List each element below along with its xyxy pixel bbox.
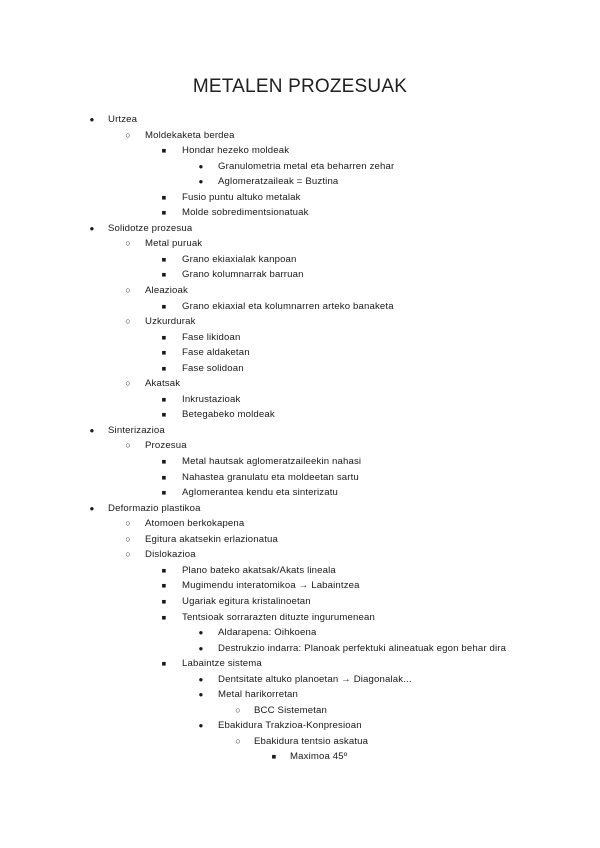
list-item [0,438,600,454]
square-bullet-icon: ■ [161,472,167,482]
list-item [0,143,600,159]
list-item-text: Fusio puntu altuko metalak [182,191,301,203]
list-item [0,330,600,346]
list-item-text: Metal puruak [145,238,203,250]
list-item-text: Dentsitate altuko planoetan → Diagonalak... [218,673,412,685]
circle-bullet-icon: ○ [125,440,131,451]
list-item-text: Metal hautsak aglomeratzaileekin nahasi [182,456,362,468]
list-item [0,516,600,532]
disc-bullet-icon: ● [89,425,95,435]
square-bullet-icon: ■ [161,581,167,591]
list-item [0,547,600,563]
list-item-text: Plano bateko akatsak/Akats lineala [182,564,336,576]
square-bullet-icon: ■ [161,332,167,342]
square-bullet-icon: ■ [161,596,167,606]
list-item-text: Prozesua [145,440,187,452]
list-item [0,625,600,641]
list-item [0,128,600,144]
list-item-text: Aglomerantea kendu eta sinterizatu [182,487,339,499]
list-item [0,283,600,299]
list-item [0,672,600,688]
list-item-text: Betegabeko moldeak [182,409,275,421]
list-item [0,749,600,765]
circle-bullet-icon: ○ [125,549,131,560]
square-bullet-icon: ■ [161,208,167,218]
circle-bullet-icon: ○ [125,518,131,529]
disc-bullet-icon: ● [198,643,204,653]
disc-bullet-icon: ● [198,628,204,638]
square-bullet-icon: ■ [161,659,167,669]
list-item-text: Urtzea [108,114,138,125]
square-bullet-icon: ■ [161,457,167,467]
square-bullet-icon: ■ [161,192,167,202]
list-item [0,563,600,579]
disc-bullet-icon: ● [198,690,204,700]
list-item [0,594,600,610]
list-item [0,376,600,392]
square-bullet-icon: ■ [161,410,167,420]
square-bullet-icon: ■ [271,752,277,762]
list-item [0,687,600,703]
circle-bullet-icon: ○ [125,238,131,249]
square-bullet-icon: ■ [161,270,167,280]
square-bullet-icon: ■ [161,363,167,373]
list-item [0,299,600,315]
list-item [0,345,600,361]
square-bullet-icon: ■ [161,254,167,264]
list-item-text: Destrukzio indarra: Planoak perfektuki alineatuak egon behar dira [218,642,507,654]
list-item-text: Labaintze sistema [182,658,262,670]
list-item-text: Maximoa 45º [290,751,348,763]
list-item-text: Metal harikorretan [218,689,299,701]
disc-bullet-icon: ● [89,223,95,233]
list-item [0,656,600,672]
list-item-text: Inkrustazioak [182,393,241,405]
list-item [0,485,600,501]
list-item-text: Atomoen berkokapena [145,518,245,530]
list-item [0,703,600,719]
disc-bullet-icon: ● [89,503,95,513]
list-item [0,221,600,237]
list-item [0,252,600,268]
disc-bullet-icon: ● [198,161,204,171]
list-item-text: Dislokazioa [145,549,196,561]
circle-bullet-icon: ○ [235,735,241,746]
list-item [0,407,600,423]
list-item-text: Mugimendu interatomikoa → Labaintzea [182,580,360,592]
list-item-text: Hondar hezeko moldeak [182,145,290,157]
circle-bullet-icon: ○ [125,533,131,544]
list-item-text: Sinterizazioa [108,424,165,436]
list-item [0,361,600,377]
list-item [0,641,600,657]
list-item-text: Egitura akatsekin erlazionatua [145,533,279,545]
circle-bullet-icon: ○ [125,285,131,296]
disc-bullet-icon: ● [89,115,95,124]
list-item [0,718,600,734]
list-item-text: BCC Sistemetan [254,704,328,716]
list-item [0,236,600,252]
page-title: METALEN PROZESUAK [192,76,408,97]
list-item [0,159,600,175]
disc-bullet-icon: ● [198,177,204,187]
list-item [0,112,600,128]
list-item-text: Aleazioak [145,285,188,297]
list-item [0,423,600,439]
list-item-text: Aldarapena: Oihkoena [218,627,317,639]
list-item-text: Molde sobredimentsionatuak [182,207,309,219]
list-item [0,190,600,206]
square-bullet-icon: ■ [161,348,167,358]
list-item-text: Ebakidura tentsio askatua [254,735,369,747]
list-item-text: Fase solidoan [182,362,244,374]
circle-bullet-icon: ○ [235,704,241,715]
list-item [0,174,600,190]
bullet-outline [0,112,600,765]
square-bullet-icon: ■ [161,488,167,498]
list-item-text: Grano ekiaxial eta kolumnarren arteko banaketa [182,300,394,312]
square-bullet-icon: ■ [161,301,167,311]
list-item-text: Fase aldaketan [182,347,250,359]
list-item [0,267,600,283]
list-item-text: Nahastea granulatu eta moldeetan sartu [182,471,359,483]
list-item [0,454,600,470]
list-item-text: Tentsioak sorrarazten dituzte ingurumenean [182,611,375,623]
list-item [0,205,600,221]
list-item-text: Ugariak egitura kristalinoetan [182,595,311,607]
list-item [0,470,600,486]
list-item [0,610,600,626]
list-item [0,501,600,517]
list-item-text: Ebakidura Trakzioa-Konpresioan [218,720,362,732]
circle-bullet-icon: ○ [125,378,131,389]
list-item [0,314,600,330]
list-item [0,392,600,408]
list-item-text: Akatsak [145,378,181,390]
square-bullet-icon: ■ [161,146,167,156]
circle-bullet-icon: ○ [125,316,131,327]
list-item [0,578,600,594]
list-item-text: Fase likidoan [182,331,241,343]
list-item-text: Grano kolumnarrak barruan [182,269,304,281]
list-item-text: Grano ekiaxialak kanpoan [182,253,297,265]
square-bullet-icon: ■ [161,612,167,622]
list-item-text: Aglomeratzaileak = Buztina [218,176,339,188]
list-item-text: Moldekaketa berdea [145,129,235,141]
list-item-text: Granulometria metal eta beharren zehar [218,160,395,172]
list-item [0,532,600,548]
disc-bullet-icon: ● [198,721,204,731]
disc-bullet-icon: ● [198,674,204,684]
circle-bullet-icon: ○ [125,129,131,140]
list-item-text: Uzkurdurak [145,316,196,328]
list-item-text: Solidotze prozesua [108,222,193,234]
square-bullet-icon: ■ [161,394,167,404]
list-item-text: Deformazio plastikoa [108,502,201,514]
square-bullet-icon: ■ [161,565,167,575]
list-item [0,734,600,750]
